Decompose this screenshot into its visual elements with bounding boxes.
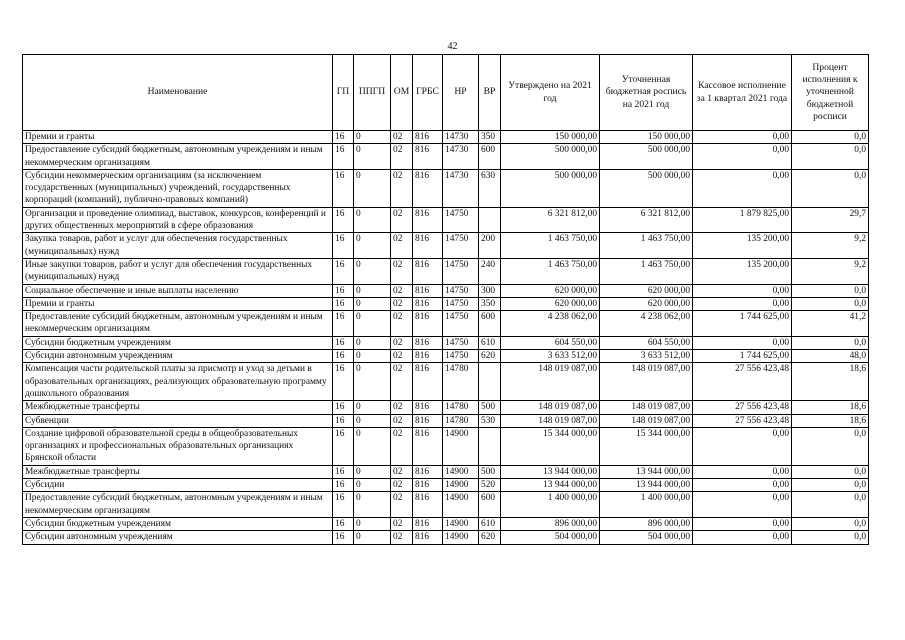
cell-vr: 600	[479, 492, 501, 518]
cell-np: 14750	[443, 297, 479, 310]
cell-grbs: 816	[413, 479, 443, 492]
cell-np: 14900	[443, 479, 479, 492]
cell-grbs: 816	[413, 311, 443, 337]
cell-om: 02	[391, 492, 413, 518]
cell-approved: 3 633 512,00	[501, 350, 600, 363]
cell-vr: 350	[479, 131, 501, 144]
cell-percent: 0,0	[792, 297, 869, 310]
cell-vr: 240	[479, 258, 501, 284]
cell-gp: 16	[333, 414, 354, 427]
cell-name: Субсидии автономным учреждениям	[23, 350, 333, 363]
cell-vr: 610	[479, 517, 501, 530]
cell-vr: 300	[479, 284, 501, 297]
cell-np: 14900	[443, 492, 479, 518]
cell-name: Субсидии бюджетным учреждениям	[23, 517, 333, 530]
cell-name: Премии и гранты	[23, 297, 333, 310]
cell-vr: 530	[479, 414, 501, 427]
cell-grbs: 816	[413, 233, 443, 259]
table-row	[23, 297, 869, 310]
header-row	[23, 55, 869, 131]
cell-approved: 15 344 000,00	[501, 427, 600, 465]
cell-grbs: 816	[413, 517, 443, 530]
cell-gp: 16	[333, 169, 354, 207]
cell-name: Закупка товаров, работ и услуг для обеспечения государственных (муниципальных) нужд	[23, 233, 333, 259]
cell-om: 02	[391, 414, 413, 427]
cell-refined: 150 000,00	[600, 131, 693, 144]
cell-executed: 0,00	[693, 492, 792, 518]
cell-executed: 0,00	[693, 465, 792, 478]
cell-approved: 604 550,00	[501, 336, 600, 349]
cell-name: Межбюджетные трансферты	[23, 465, 333, 478]
header-percent: Процент исполнения к уточненной бюджетной росписи	[792, 55, 869, 131]
cell-np: 14750	[443, 350, 479, 363]
table-row	[23, 414, 869, 427]
cell-np: 14750	[443, 336, 479, 349]
cell-executed: 27 556 423,48	[693, 414, 792, 427]
cell-percent: 18,6	[792, 363, 869, 401]
cell-vr: 600	[479, 311, 501, 337]
cell-ppgp: 0	[354, 427, 391, 465]
cell-ppgp: 0	[354, 131, 391, 144]
cell-grbs: 816	[413, 284, 443, 297]
cell-approved: 13 944 000,00	[501, 479, 600, 492]
cell-ppgp: 0	[354, 311, 391, 337]
cell-executed: 0,00	[693, 297, 792, 310]
table-row	[23, 479, 869, 492]
cell-grbs: 816	[413, 401, 443, 414]
table-row	[23, 311, 869, 337]
cell-om: 02	[391, 479, 413, 492]
cell-om: 02	[391, 465, 413, 478]
cell-name: Премии и гранты	[23, 131, 333, 144]
cell-executed: 0,00	[693, 284, 792, 297]
cell-grbs: 816	[413, 258, 443, 284]
header-executed: Кассовое исполнение за 1 квартал 2021 года	[693, 55, 792, 131]
cell-ppgp: 0	[354, 465, 391, 478]
cell-ppgp: 0	[354, 169, 391, 207]
cell-name: Создание цифровой образовательной среды в общеобразовательных организациях и профессиональных образовательных организациях Брянской области	[23, 427, 333, 465]
table-row	[23, 517, 869, 530]
table-row	[23, 233, 869, 259]
cell-ppgp: 0	[354, 284, 391, 297]
cell-percent: 29,7	[792, 207, 869, 233]
cell-om: 02	[391, 350, 413, 363]
cell-gp: 16	[333, 531, 354, 544]
cell-refined: 500 000,00	[600, 169, 693, 207]
cell-refined: 148 019 087,00	[600, 363, 693, 401]
cell-name: Субсидии автономным учреждениям	[23, 531, 333, 544]
cell-approved: 500 000,00	[501, 169, 600, 207]
cell-gp: 16	[333, 465, 354, 478]
cell-percent: 0,0	[792, 465, 869, 478]
cell-np: 14780	[443, 363, 479, 401]
cell-approved: 620 000,00	[501, 284, 600, 297]
cell-percent: 48,0	[792, 350, 869, 363]
cell-vr: 620	[479, 350, 501, 363]
cell-gp: 16	[333, 284, 354, 297]
cell-om: 02	[391, 336, 413, 349]
cell-grbs: 816	[413, 336, 443, 349]
cell-om: 02	[391, 297, 413, 310]
cell-np: 14750	[443, 284, 479, 297]
cell-np: 14750	[443, 207, 479, 233]
table-row	[23, 465, 869, 478]
cell-percent: 0,0	[792, 284, 869, 297]
cell-om: 02	[391, 207, 413, 233]
cell-refined: 148 019 087,00	[600, 401, 693, 414]
cell-np: 14780	[443, 414, 479, 427]
cell-np: 14730	[443, 144, 479, 170]
cell-grbs: 816	[413, 207, 443, 233]
cell-name: Иные закупки товаров, работ и услуг для обеспечения государственных (муниципальных) нужд	[23, 258, 333, 284]
cell-gp: 16	[333, 336, 354, 349]
cell-percent: 0,0	[792, 144, 869, 170]
cell-grbs: 816	[413, 414, 443, 427]
header-approved: Утверждено на 2021 год	[501, 55, 600, 131]
cell-gp: 16	[333, 258, 354, 284]
cell-refined: 620 000,00	[600, 297, 693, 310]
cell-executed: 1 744 625,00	[693, 311, 792, 337]
cell-grbs: 816	[413, 297, 443, 310]
cell-refined: 4 238 062,00	[600, 311, 693, 337]
table-row	[23, 531, 869, 544]
cell-approved: 4 238 062,00	[501, 311, 600, 337]
cell-percent: 0,0	[792, 336, 869, 349]
cell-om: 02	[391, 284, 413, 297]
cell-refined: 1 400 000,00	[600, 492, 693, 518]
header-om: ОМ	[391, 55, 413, 131]
table-row	[23, 207, 869, 233]
cell-vr: 350	[479, 297, 501, 310]
cell-ppgp: 0	[354, 233, 391, 259]
cell-percent: 41,2	[792, 311, 869, 337]
cell-percent: 18,6	[792, 414, 869, 427]
cell-executed: 0,00	[693, 131, 792, 144]
cell-refined: 15 344 000,00	[600, 427, 693, 465]
cell-name: Предоставление субсидий бюджетным, автономным учреждениям и иным некоммерческим организациям	[23, 144, 333, 170]
cell-percent: 18,6	[792, 401, 869, 414]
cell-refined: 148 019 087,00	[600, 414, 693, 427]
cell-om: 02	[391, 169, 413, 207]
cell-refined: 500 000,00	[600, 144, 693, 170]
cell-np: 14750	[443, 311, 479, 337]
cell-om: 02	[391, 233, 413, 259]
cell-np: 14900	[443, 517, 479, 530]
table-row	[23, 492, 869, 518]
cell-om: 02	[391, 427, 413, 465]
cell-gp: 16	[333, 297, 354, 310]
cell-refined: 620 000,00	[600, 284, 693, 297]
cell-gp: 16	[333, 311, 354, 337]
cell-refined: 13 944 000,00	[600, 465, 693, 478]
cell-gp: 16	[333, 517, 354, 530]
cell-ppgp: 0	[354, 401, 391, 414]
cell-name: Субсидии	[23, 479, 333, 492]
cell-om: 02	[391, 258, 413, 284]
cell-vr	[479, 427, 501, 465]
table-row	[23, 131, 869, 144]
cell-executed: 0,00	[693, 479, 792, 492]
cell-np: 14900	[443, 531, 479, 544]
cell-executed: 27 556 423,48	[693, 363, 792, 401]
cell-om: 02	[391, 131, 413, 144]
cell-grbs: 816	[413, 427, 443, 465]
cell-percent: 0,0	[792, 427, 869, 465]
cell-name: Предоставление субсидий бюджетным, автономным учреждениям и иным некоммерческим организациям	[23, 311, 333, 337]
cell-grbs: 816	[413, 465, 443, 478]
cell-om: 02	[391, 363, 413, 401]
cell-percent: 0,0	[792, 517, 869, 530]
cell-ppgp: 0	[354, 363, 391, 401]
page-number: 42	[447, 41, 458, 52]
cell-percent: 0,0	[792, 531, 869, 544]
cell-name: Межбюджетные трансферты	[23, 401, 333, 414]
table-row	[23, 144, 869, 170]
cell-gp: 16	[333, 401, 354, 414]
cell-vr: 620	[479, 531, 501, 544]
cell-executed: 135 200,00	[693, 258, 792, 284]
table-body	[23, 131, 869, 545]
cell-refined: 896 000,00	[600, 517, 693, 530]
cell-gp: 16	[333, 233, 354, 259]
cell-percent: 0,0	[792, 131, 869, 144]
table-row	[23, 258, 869, 284]
cell-approved: 13 944 000,00	[501, 465, 600, 478]
cell-vr: 610	[479, 336, 501, 349]
cell-approved: 620 000,00	[501, 297, 600, 310]
cell-gp: 16	[333, 427, 354, 465]
cell-executed: 135 200,00	[693, 233, 792, 259]
cell-vr: 500	[479, 401, 501, 414]
cell-approved: 1 400 000,00	[501, 492, 600, 518]
cell-vr	[479, 363, 501, 401]
cell-vr: 520	[479, 479, 501, 492]
cell-ppgp: 0	[354, 531, 391, 544]
cell-gp: 16	[333, 492, 354, 518]
table-row	[23, 363, 869, 401]
cell-gp: 16	[333, 131, 354, 144]
cell-np: 14730	[443, 131, 479, 144]
cell-ppgp: 0	[354, 258, 391, 284]
cell-om: 02	[391, 531, 413, 544]
cell-refined: 6 321 812,00	[600, 207, 693, 233]
cell-approved: 148 019 087,00	[501, 401, 600, 414]
table-row	[23, 284, 869, 297]
cell-om: 02	[391, 517, 413, 530]
cell-name: Субвенции	[23, 414, 333, 427]
header-ppgp: ППГП	[354, 55, 391, 131]
header-name: Наименование	[23, 55, 333, 131]
cell-om: 02	[391, 311, 413, 337]
header-refined: Уточненная бюджетная роспись на 2021 год	[600, 55, 693, 131]
cell-approved: 1 463 750,00	[501, 233, 600, 259]
cell-ppgp: 0	[354, 479, 391, 492]
table-row	[23, 350, 869, 363]
cell-approved: 6 321 812,00	[501, 207, 600, 233]
cell-vr	[479, 207, 501, 233]
cell-grbs: 816	[413, 363, 443, 401]
cell-grbs: 816	[413, 492, 443, 518]
cell-ppgp: 0	[354, 414, 391, 427]
cell-vr: 200	[479, 233, 501, 259]
cell-np: 14900	[443, 427, 479, 465]
cell-executed: 0,00	[693, 144, 792, 170]
cell-np: 14750	[443, 258, 479, 284]
cell-executed: 0,00	[693, 517, 792, 530]
cell-ppgp: 0	[354, 297, 391, 310]
header-grbs: ГРБС	[413, 55, 443, 131]
cell-name: Компенсация части родительской платы за присмотр и уход за детьми в образовательных организациях, реализующих образовательную программу дошкольного образования	[23, 363, 333, 401]
cell-ppgp: 0	[354, 144, 391, 170]
cell-executed: 0,00	[693, 336, 792, 349]
cell-vr: 630	[479, 169, 501, 207]
cell-approved: 1 463 750,00	[501, 258, 600, 284]
cell-percent: 0,0	[792, 169, 869, 207]
cell-ppgp: 0	[354, 492, 391, 518]
cell-ppgp: 0	[354, 207, 391, 233]
cell-gp: 16	[333, 144, 354, 170]
cell-np: 14750	[443, 233, 479, 259]
cell-refined: 1 463 750,00	[600, 233, 693, 259]
header-np: НР	[443, 55, 479, 131]
cell-approved: 500 000,00	[501, 144, 600, 170]
cell-percent: 9,2	[792, 258, 869, 284]
table-row	[23, 401, 869, 414]
cell-percent: 0,0	[792, 479, 869, 492]
cell-executed: 27 556 423,48	[693, 401, 792, 414]
header-gp: ГП	[333, 55, 354, 131]
cell-gp: 16	[333, 207, 354, 233]
table-row	[23, 169, 869, 207]
cell-name: Организация и проведение олимпиад, выставок, конкурсов, конференций и других общественных мероприятий в сфере образования	[23, 207, 333, 233]
cell-refined: 3 633 512,00	[600, 350, 693, 363]
cell-refined: 504 000,00	[600, 531, 693, 544]
cell-approved: 148 019 087,00	[501, 414, 600, 427]
cell-approved: 896 000,00	[501, 517, 600, 530]
cell-np: 14900	[443, 465, 479, 478]
cell-executed: 1 744 625,00	[693, 350, 792, 363]
cell-vr: 500	[479, 465, 501, 478]
cell-grbs: 816	[413, 131, 443, 144]
cell-gp: 16	[333, 350, 354, 363]
cell-np: 14730	[443, 169, 479, 207]
cell-approved: 148 019 087,00	[501, 363, 600, 401]
cell-name: Субсидии некоммерческим организациям (за исключением государственных (муниципальных) учреждений, государственных корпораций (компаний), публично-правовых компаний)	[23, 169, 333, 207]
cell-ppgp: 0	[354, 350, 391, 363]
cell-executed: 1 879 825,00	[693, 207, 792, 233]
cell-approved: 150 000,00	[501, 131, 600, 144]
cell-grbs: 816	[413, 169, 443, 207]
table-row	[23, 336, 869, 349]
cell-np: 14780	[443, 401, 479, 414]
cell-ppgp: 0	[354, 517, 391, 530]
cell-grbs: 816	[413, 144, 443, 170]
cell-refined: 604 550,00	[600, 336, 693, 349]
cell-executed: 0,00	[693, 169, 792, 207]
cell-grbs: 816	[413, 350, 443, 363]
cell-percent: 9,2	[792, 233, 869, 259]
budget-table	[22, 54, 869, 545]
header-vr: ВР	[479, 55, 501, 131]
cell-gp: 16	[333, 479, 354, 492]
cell-refined: 1 463 750,00	[600, 258, 693, 284]
cell-refined: 13 944 000,00	[600, 479, 693, 492]
cell-approved: 504 000,00	[501, 531, 600, 544]
cell-executed: 0,00	[693, 427, 792, 465]
cell-gp: 16	[333, 363, 354, 401]
cell-grbs: 816	[413, 531, 443, 544]
cell-percent: 0,0	[792, 492, 869, 518]
cell-ppgp: 0	[354, 336, 391, 349]
cell-name: Субсидии бюджетным учреждениям	[23, 336, 333, 349]
cell-name: Предоставление субсидий бюджетным, автономным учреждениям и иным некоммерческим организациям	[23, 492, 333, 518]
cell-name: Социальное обеспечение и иные выплаты населению	[23, 284, 333, 297]
cell-vr: 600	[479, 144, 501, 170]
cell-executed: 0,00	[693, 531, 792, 544]
table-row	[23, 427, 869, 465]
cell-om: 02	[391, 401, 413, 414]
cell-om: 02	[391, 144, 413, 170]
